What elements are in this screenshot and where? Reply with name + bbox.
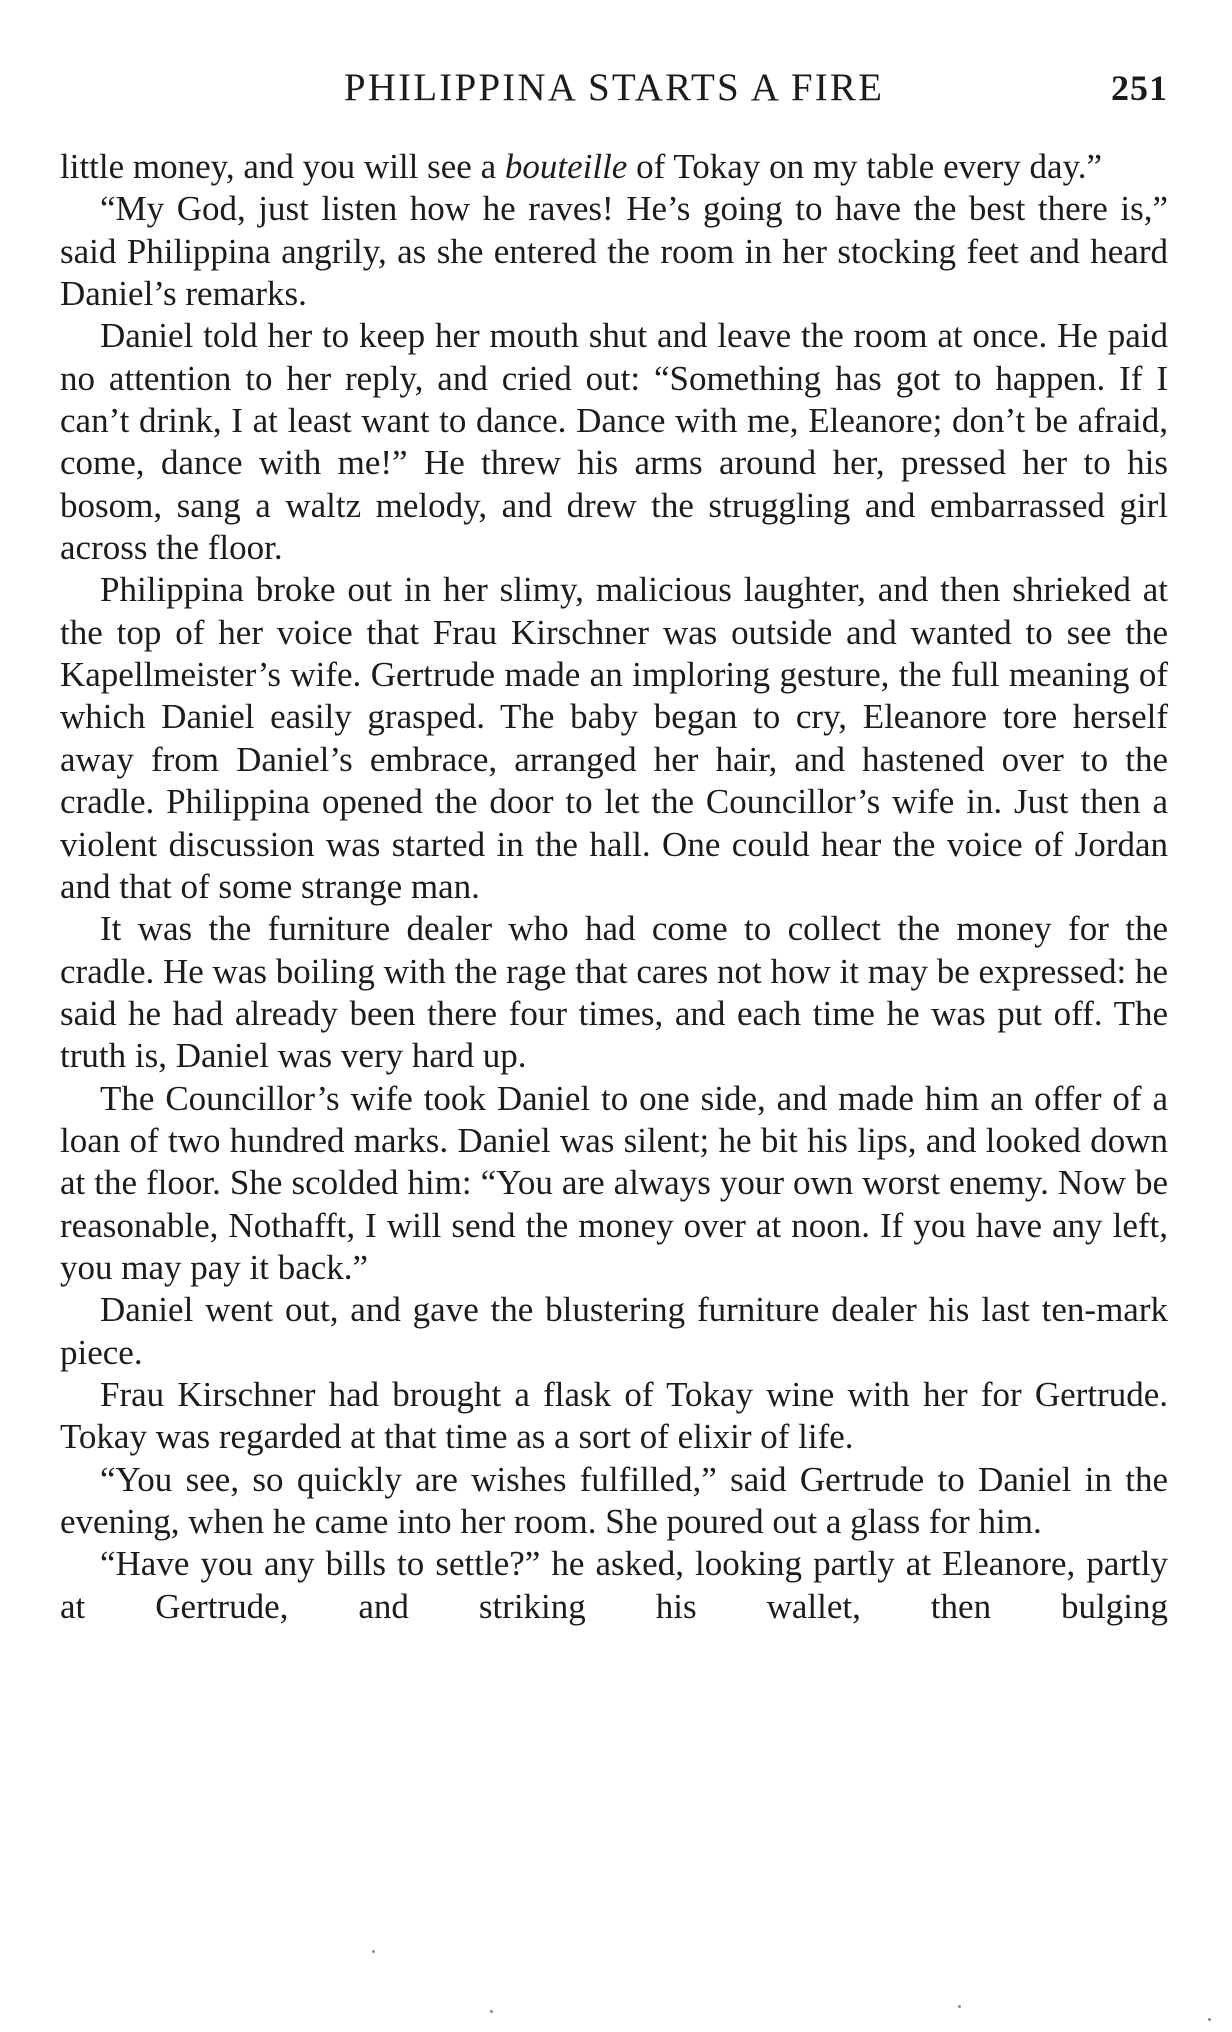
paragraph-1-italic-word: bouteille bbox=[504, 147, 628, 186]
paper-speck bbox=[490, 2010, 493, 2013]
paragraph-5: It was the furniture dealer who had come to collect the money for the cradle. He was boiling with the rage that cares not how it may be expressed: he said he had already been there four times, and each time he was put off. The truth is, Daniel was very hard up. bbox=[60, 909, 1168, 1076]
paragraph-4: Philippina broke out in her slimy, malicious laughter, and then shrieked at the top of her voice that Frau Kirschner was outside and wanted to see the Kapellmeister’s wife. Gertrude made an imploring gesture, the full meaning of which Daniel easily grasped. The baby began to cry, Eleanore tore herself away from Daniel’s embrace, arranged her hair, and hastened over to the cradle. Philippina opened the door to let the Councillor’s wife in. Just then a violent discussion was started in the hall. One could hear the voice of Jordan and that of some strange man. bbox=[60, 570, 1168, 906]
chapter-title: PHILIPPINA STARTS A FIRE bbox=[343, 66, 885, 109]
paragraph-1 bbox=[60, 146, 1168, 188]
paper-speck bbox=[372, 1950, 375, 1953]
paragraph-10: “Have you any bills to settle?” he asked, looking partly at Eleanore, partly at Gertrude, and striking his wallet, then bulging bbox=[60, 1544, 1168, 1626]
paragraph-8: Frau Kirschner had brought a flask of Tokay wine with her for Gertrude. Tokay was regarded at that time as a sort of elixir of life. bbox=[60, 1374, 1168, 1457]
page-number: 251 bbox=[1111, 68, 1168, 108]
paragraph-7: Daniel went out, and gave the blustering furniture dealer his last ten-mark piece. bbox=[60, 1290, 1168, 1372]
paragraph-1-text-start: little money, and you will see a bbox=[60, 147, 505, 186]
paper-speck bbox=[958, 2005, 961, 2008]
paragraph-2: “My God, just listen how he raves! He’s going to have the best there is,” said Philippina angrily, as she entered the room in her stocking feet and heard Daniel’s remarks. bbox=[60, 189, 1168, 314]
paragraph-1-text-end: of Tokay on my table every day.” bbox=[627, 147, 1103, 186]
paragraph-3: Daniel told her to keep her mouth shut and leave the room at once. He paid no attention to her reply, and cried out: “Something has got to happen. If I can’t drink, I at least want to dance. Dance with me, Eleanore; don’t be afraid, come, dance with me!” He threw his arms around her, pressed her to his bosom, sang a waltz melody, and drew the struggling and embarrassed girl across the floor. bbox=[60, 316, 1168, 568]
paper-speck bbox=[1208, 2018, 1211, 2021]
paragraph-6: The Councillor’s wife took Daniel to one side, and made him an offer of a loan of two hundred marks. Daniel was silent; he bit his lips, and looked down at the floor. She scolded him: “You are always your own worst enemy. Now be reasonable, Nothafft, I will send the money over at noon. If you have any left, you may pay it back.” bbox=[60, 1078, 1168, 1287]
paragraph-9: “You see, so quickly are wishes fulfilled,” said Gertrude to Daniel in the evening, when he came into her room. She poured out a glass for him. bbox=[60, 1459, 1168, 1541]
running-head bbox=[60, 58, 1168, 118]
body-text bbox=[60, 146, 1168, 1628]
